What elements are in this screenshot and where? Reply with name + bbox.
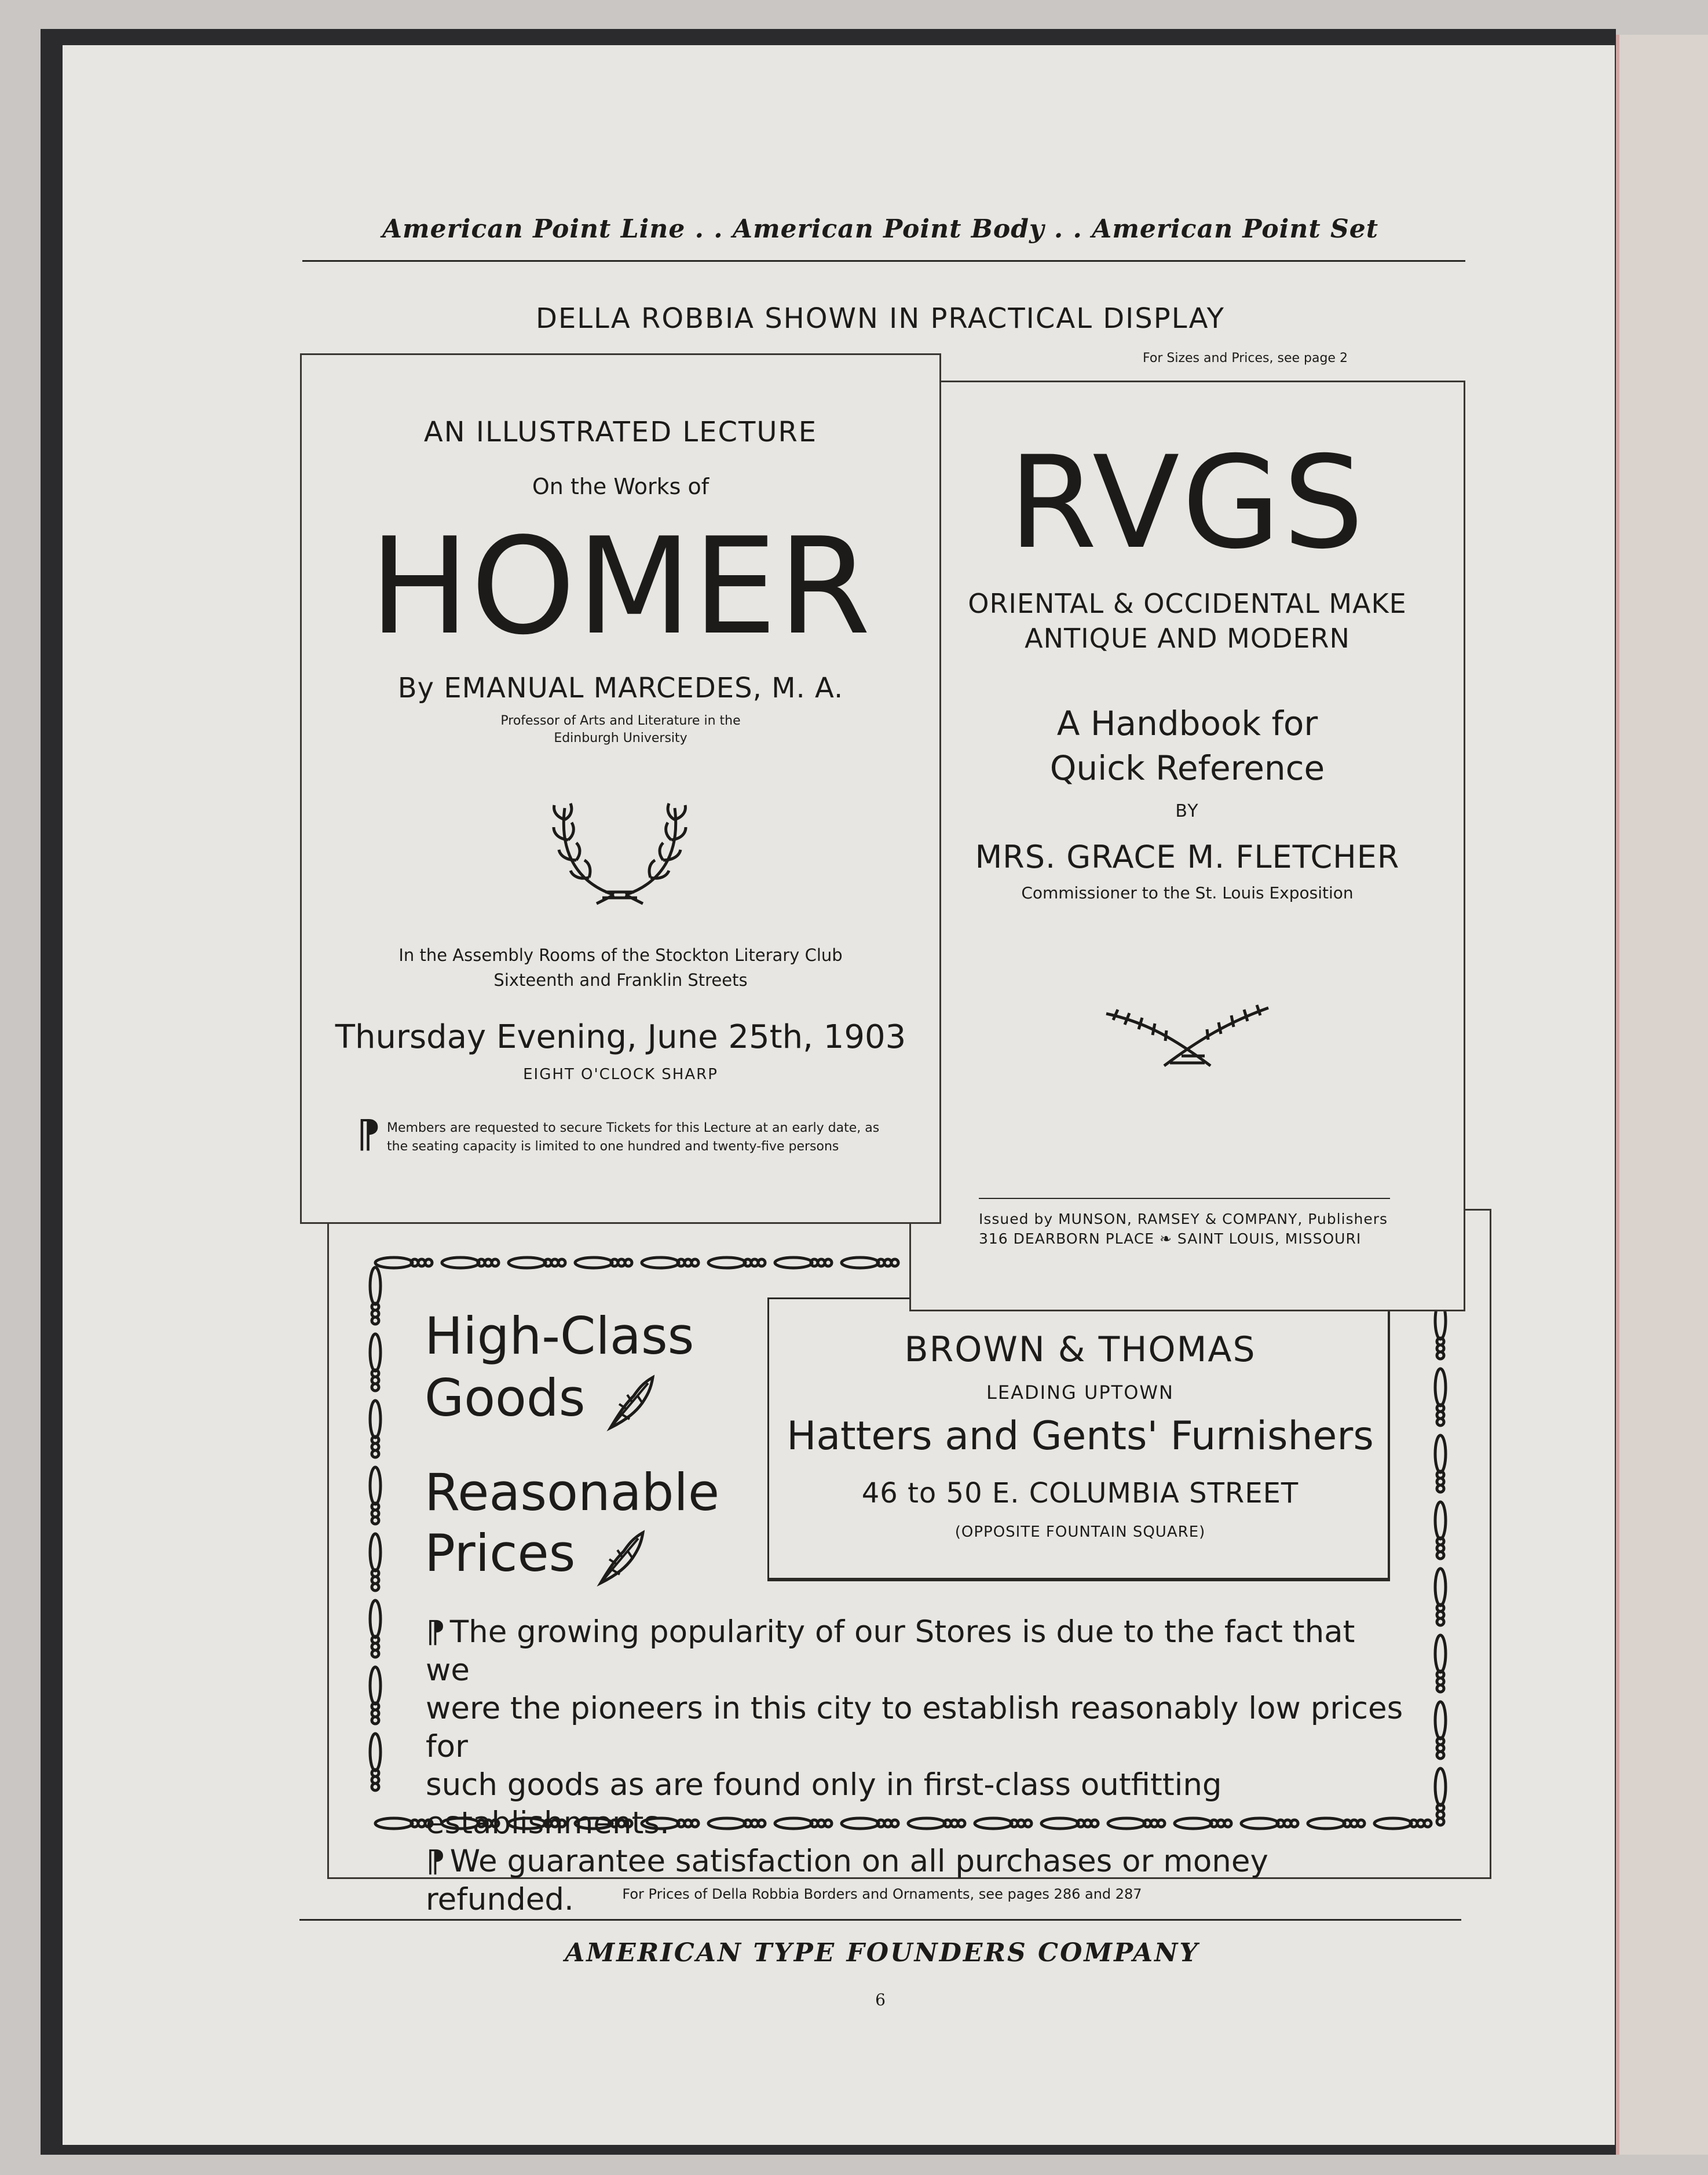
lecture-line-1: AN ILLUSTRATED LECTURE	[423, 416, 818, 448]
body-line-3: such goods as are found only in first-class outfitting establishments.	[426, 1767, 1222, 1841]
pilcrow-icon: ⁋	[356, 1112, 381, 1156]
lecture-title: HOMER	[369, 510, 872, 664]
chain-bead	[372, 1717, 379, 1724]
slogan-line-3: Reasonable	[425, 1463, 720, 1522]
lecture-line-2: On the Works of	[532, 474, 709, 499]
chain-bead	[558, 1259, 565, 1266]
chain-bead	[692, 1259, 698, 1266]
chain-bead	[1437, 1818, 1444, 1825]
chain-link	[370, 1600, 381, 1637]
chain-bead	[492, 1259, 499, 1266]
crossed-palms-icon	[1095, 999, 1280, 1074]
book-title-1: A Handbook for	[1056, 704, 1318, 743]
section-title: DELLA ROBBIA SHOWN IN PRACTICAL DISPLAY	[536, 302, 1225, 335]
chain-link	[1435, 1369, 1446, 1406]
chain-bead	[1437, 1419, 1444, 1425]
lecture-date: Thursday Evening, June 25th, 1903	[335, 1018, 906, 1056]
lecture-note-1: Members are requested to secure Tickets for this Lecture at an early date, as	[387, 1121, 880, 1135]
footer-rule	[299, 1919, 1461, 1921]
slogan-line-4	[425, 1523, 650, 1586]
slogan-line-1: High-Class	[425, 1306, 694, 1366]
chain-link	[370, 1267, 381, 1304]
author-credential-1: Professor of Arts and Literature in the	[500, 714, 741, 728]
lecture-author: By EMANUAL MARCEDES, M. A.	[397, 672, 844, 704]
chain-link	[442, 1258, 479, 1268]
store-body	[426, 1613, 1405, 1919]
chain-link	[375, 1258, 412, 1268]
page-number: 6	[875, 1990, 886, 2009]
chain-link	[1435, 1702, 1446, 1739]
chain-bead	[372, 1317, 379, 1324]
chain-link	[509, 1258, 546, 1268]
chain-bead	[891, 1259, 898, 1266]
laurel-wreath-icon	[547, 785, 692, 906]
company-name: AMERICAN TYPE FOUNDERS COMPANY	[565, 1938, 1199, 1968]
oak-leaf-icon	[602, 1373, 660, 1431]
chain-bead	[825, 1259, 832, 1266]
body-line-2: were the pioneers in this city to establish reasonably low prices for	[426, 1691, 1403, 1764]
chain-bead	[758, 1259, 765, 1266]
slogan-prices: Prices	[425, 1523, 576, 1583]
store-tagline: LEADING UPTOWN	[986, 1381, 1174, 1403]
chain-link	[775, 1258, 812, 1268]
rugs-title: RVGS	[1008, 429, 1366, 577]
chain-bead	[1437, 1618, 1444, 1625]
chain-link	[1435, 1635, 1446, 1672]
running-head: American Point Line . . American Point Body . . American Point Set	[382, 214, 1379, 244]
chain-bead	[372, 1650, 379, 1657]
chain-link	[708, 1258, 745, 1268]
chain-link	[375, 1818, 412, 1829]
issued-rule	[979, 1198, 1390, 1199]
book-title-2: Quick Reference	[1049, 748, 1325, 788]
author-role: Commissioner to the St. Louis Exposition	[1021, 883, 1354, 902]
oak-leaf-icon	[592, 1528, 650, 1586]
body-line-1: ⁋ The growing popularity of our Stores is due to the fact that we	[426, 1614, 1355, 1688]
store-business: Hatters and Gents' Furnishers	[787, 1413, 1374, 1459]
slogan-line-2	[425, 1368, 660, 1431]
chain-bead	[1424, 1820, 1431, 1827]
chain-link	[1435, 1569, 1446, 1606]
venue-line-2: Sixteenth and Franklin Streets	[493, 970, 748, 990]
chain-link	[1435, 1502, 1446, 1539]
book-author: MRS. GRACE M. FLETCHER	[975, 839, 1400, 875]
chain-link	[842, 1258, 879, 1268]
rugs-sub-2: ANTIQUE AND MODERN	[1025, 623, 1350, 654]
pilcrow-icon: ⁋	[426, 1844, 445, 1879]
chain-bead	[1437, 1552, 1444, 1559]
chain-bead	[1437, 1752, 1444, 1759]
prices-note: For Prices of Della Robbia Borders and Ornaments, see pages 286 and 287	[622, 1886, 1142, 1902]
chain-link	[1435, 1435, 1446, 1472]
venue-line-1: In the Assembly Rooms of the Stockton Literary Club	[398, 945, 843, 965]
issued-by-2: 316 DEARBORN PLACE ❧ SAINT LOUIS, MISSOURI	[979, 1230, 1362, 1247]
chain-link	[575, 1258, 612, 1268]
author-credential-2: Edinburgh University	[554, 731, 687, 745]
lecture-time: EIGHT O'CLOCK SHARP	[523, 1066, 718, 1083]
body-line-4: ⁋ We guarantee satisfaction on all purchases or money refunded.	[426, 1844, 1268, 1917]
chain-bead	[372, 1783, 379, 1790]
store-name: BROWN & THOMAS	[904, 1329, 1256, 1370]
chain-bead	[372, 1517, 379, 1524]
lecture-note-2: the seating capacity is limited to one hundred and twenty-five persons	[387, 1139, 839, 1154]
chain-link	[370, 1334, 381, 1371]
chain-link	[642, 1258, 679, 1268]
chain-link	[370, 1667, 381, 1704]
sizes-note: For Sizes and Prices, see page 2	[1143, 351, 1348, 365]
chain-bead	[372, 1584, 379, 1591]
chain-link	[370, 1467, 381, 1504]
chain-link	[1435, 1768, 1446, 1805]
book-by: BY	[1175, 801, 1199, 821]
chain-bead	[425, 1259, 432, 1266]
chain-bead	[1437, 1685, 1444, 1692]
chain-bead	[372, 1450, 379, 1457]
issued-by-1: Issued by MUNSON, RAMSEY & COMPANY, Publishers	[979, 1211, 1388, 1227]
chain-link	[370, 1401, 381, 1438]
chain-bead	[1437, 1352, 1444, 1359]
pilcrow-icon: ⁋	[426, 1614, 445, 1650]
chain-link	[370, 1734, 381, 1771]
store-landmark: (OPPOSITE FOUNTAIN SQUARE)	[954, 1523, 1206, 1541]
rugs-sub-1: ORIENTAL & OCCIDENTAL MAKE	[968, 588, 1407, 619]
chain-bead	[372, 1384, 379, 1391]
chain-bead	[1437, 1485, 1444, 1492]
store-address: 46 to 50 E. COLUMBIA STREET	[861, 1477, 1299, 1509]
chain-bead	[625, 1259, 632, 1266]
chain-link	[370, 1534, 381, 1571]
slogan-goods: Goods	[425, 1368, 586, 1428]
